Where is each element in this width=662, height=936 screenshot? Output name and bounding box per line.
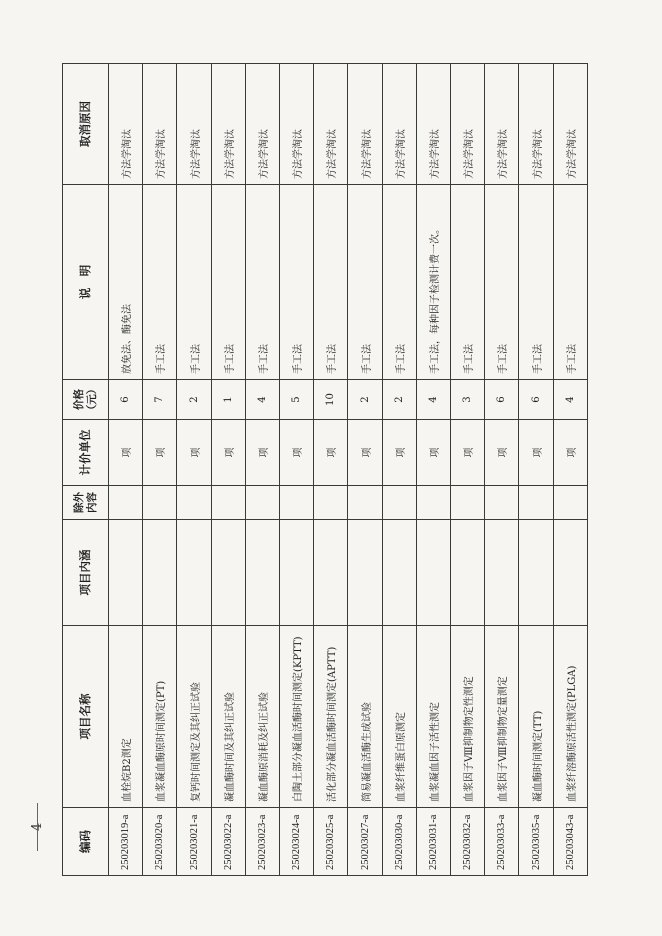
cell-excluded <box>451 486 485 520</box>
cell-price: 1 <box>211 380 245 420</box>
cell-name: 血浆纤维蛋白原测定 <box>382 626 416 808</box>
cell-note: 手工法 <box>177 185 211 380</box>
cell-name: 复钙时间测定及其纠正试验 <box>177 626 211 808</box>
cell-price: 5 <box>280 380 314 420</box>
cell-code: 250203027-a <box>348 808 382 876</box>
cell-unit: 项 <box>177 420 211 486</box>
cell-excluded <box>348 486 382 520</box>
header-excluded: 除外内容 <box>63 486 109 520</box>
cell-price: 2 <box>382 380 416 420</box>
cell-note: 手工法 <box>280 185 314 380</box>
cell-excluded <box>382 486 416 520</box>
cell-price: 2 <box>348 380 382 420</box>
cell-excluded <box>280 486 314 520</box>
cell-content <box>485 520 519 626</box>
cell-unit: 项 <box>382 420 416 486</box>
cell-unit: 项 <box>109 420 143 486</box>
header-unit: 计价单位 <box>63 420 109 486</box>
cell-unit: 项 <box>416 420 450 486</box>
cell-content <box>245 520 279 626</box>
cell-name: 血浆因子Ⅷ抑制物定性测定 <box>451 626 485 808</box>
cell-content <box>314 520 348 626</box>
table-header-row <box>63 64 109 876</box>
cell-price: 3 <box>451 380 485 420</box>
cell-price: 6 <box>519 380 553 420</box>
cell-unit: 项 <box>314 420 348 486</box>
cell-name: 血浆凝血因子活性测定 <box>416 626 450 808</box>
cell-content <box>143 520 177 626</box>
cell-unit: 项 <box>280 420 314 486</box>
cell-code: 250203022-a <box>211 808 245 876</box>
cell-price: 4 <box>245 380 279 420</box>
table-row <box>382 64 416 876</box>
cell-price: 6 <box>109 380 143 420</box>
cell-unit: 项 <box>211 420 245 486</box>
cell-content <box>211 520 245 626</box>
cell-content <box>382 520 416 626</box>
table-row <box>485 64 519 876</box>
cell-name: 血浆纤溶酶原活性测定(PLGA) <box>553 626 587 808</box>
cell-reason: 方法学淘汰 <box>382 64 416 185</box>
cell-unit: 项 <box>553 420 587 486</box>
cell-reason: 方法学淘汰 <box>553 64 587 185</box>
cell-price: 7 <box>143 380 177 420</box>
cell-code: 250203020-a <box>143 808 177 876</box>
cell-reason: 方法学淘汰 <box>143 64 177 185</box>
table-row <box>519 64 553 876</box>
cell-code: 250203030-a <box>382 808 416 876</box>
table-row <box>177 64 211 876</box>
cell-content <box>553 520 587 626</box>
cell-price: 2 <box>177 380 211 420</box>
cell-name: 简易凝血活酶生成试验 <box>348 626 382 808</box>
cell-excluded <box>143 486 177 520</box>
table-row <box>451 64 485 876</box>
cell-reason: 方法学淘汰 <box>280 64 314 185</box>
cell-price: 10 <box>314 380 348 420</box>
cell-reason: 方法学淘汰 <box>416 64 450 185</box>
cell-code: 250203024-a <box>280 808 314 876</box>
table-row <box>211 64 245 876</box>
table-row <box>314 64 348 876</box>
cell-unit: 项 <box>451 420 485 486</box>
cell-excluded <box>177 486 211 520</box>
cell-reason: 方法学淘汰 <box>348 64 382 185</box>
cell-note: 手工法 <box>382 185 416 380</box>
fee-table <box>62 63 588 876</box>
cell-note: 手工法 <box>314 185 348 380</box>
cell-note: 手工法 <box>485 185 519 380</box>
table-row <box>553 64 587 876</box>
cell-name: 活化部分凝血活酶时间测定(APTT) <box>314 626 348 808</box>
table-row <box>280 64 314 876</box>
cell-unit: 项 <box>245 420 279 486</box>
cell-content <box>348 520 382 626</box>
header-content: 项目内涵 <box>63 520 109 626</box>
header-note: 说 明 <box>63 185 109 380</box>
cell-price: 4 <box>553 380 587 420</box>
table-row <box>348 64 382 876</box>
cell-unit: 项 <box>348 420 382 486</box>
cell-name: 凝血酶时间测定(TT) <box>519 626 553 808</box>
cell-reason: 方法学淘汰 <box>485 64 519 185</box>
cell-content <box>416 520 450 626</box>
cell-code: 250203035-a <box>519 808 553 876</box>
cell-excluded <box>519 486 553 520</box>
cell-unit: 项 <box>519 420 553 486</box>
cell-reason: 方法学淘汰 <box>519 64 553 185</box>
cell-unit: 项 <box>485 420 519 486</box>
cell-note: 手工法 <box>451 185 485 380</box>
cell-name: 血浆因子Ⅷ抑制物定量测定 <box>485 626 519 808</box>
cell-note: 手工法 <box>143 185 177 380</box>
cell-name: 凝血酶时间及其纠正试验 <box>211 626 245 808</box>
table-row <box>109 64 143 876</box>
header-name: 项目名称 <box>63 626 109 808</box>
cell-reason: 方法学淘汰 <box>109 64 143 185</box>
cell-note: 手工法 <box>553 185 587 380</box>
cell-note: 手工法 <box>348 185 382 380</box>
cell-excluded <box>245 486 279 520</box>
table-body <box>109 64 588 876</box>
cell-excluded <box>553 486 587 520</box>
cell-reason: 方法学淘汰 <box>211 64 245 185</box>
cell-name: 白陶土部分凝血活酶时间测定(KPTT) <box>280 626 314 808</box>
cell-note: 手工法 <box>245 185 279 380</box>
table-row <box>416 64 450 876</box>
cell-reason: 方法学淘汰 <box>314 64 348 185</box>
cell-code: 250203019-a <box>109 808 143 876</box>
cell-note: 手工法 <box>211 185 245 380</box>
cell-reason: 方法学淘汰 <box>177 64 211 185</box>
page-number: 4 <box>30 812 44 842</box>
cell-excluded <box>109 486 143 520</box>
cell-content <box>519 520 553 626</box>
cell-name: 血浆凝血酶原时间测定(PT) <box>143 626 177 808</box>
cell-code: 250203032-a <box>451 808 485 876</box>
header-code: 编码 <box>63 808 109 876</box>
cell-note: 手工法 <box>519 185 553 380</box>
header-price: 价格（元） <box>63 380 109 420</box>
cell-price: 4 <box>416 380 450 420</box>
cell-excluded <box>211 486 245 520</box>
cell-price: 6 <box>485 380 519 420</box>
cell-name: 凝血酶原消耗及纠正试验 <box>245 626 279 808</box>
cell-excluded <box>485 486 519 520</box>
header-reason: 取消原因 <box>63 64 109 185</box>
cell-code: 250203021-a <box>177 808 211 876</box>
cell-code: 250203023-a <box>245 808 279 876</box>
cell-code: 250203031-a <box>416 808 450 876</box>
cell-content <box>109 520 143 626</box>
cell-content <box>451 520 485 626</box>
table-row <box>245 64 279 876</box>
cell-content <box>177 520 211 626</box>
cell-note: 手工法，每种因子检测计费一次。 <box>416 185 450 380</box>
cell-reason: 方法学淘汰 <box>245 64 279 185</box>
cell-name: 血栓烷B2测定 <box>109 626 143 808</box>
cell-content <box>280 520 314 626</box>
cell-code: 250203033-a <box>485 808 519 876</box>
cell-code: 250203043-a <box>553 808 587 876</box>
cell-code: 250203025-a <box>314 808 348 876</box>
cell-excluded <box>416 486 450 520</box>
table-row <box>143 64 177 876</box>
cell-note: 放免法、酶免法 <box>109 185 143 380</box>
cell-excluded <box>314 486 348 520</box>
rotated-table-container <box>62 64 588 876</box>
cell-unit: 项 <box>143 420 177 486</box>
cell-reason: 方法学淘汰 <box>451 64 485 185</box>
